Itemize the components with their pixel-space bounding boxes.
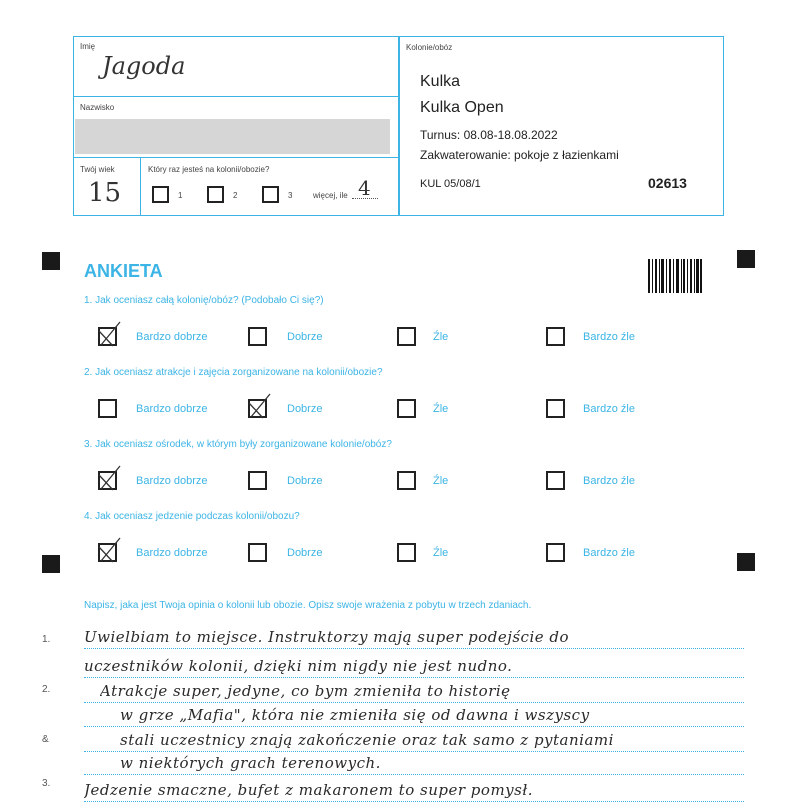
check-mark-icon	[246, 391, 276, 421]
divider	[73, 96, 399, 97]
times-checkbox-2[interactable]	[207, 186, 224, 203]
rating-option-label: Bardzo dobrze	[136, 547, 208, 559]
rating-option-label: Źle	[433, 547, 449, 559]
rating-option-label: Bardzo źle	[583, 403, 635, 415]
times-option-1: 1	[178, 191, 183, 200]
registration-marker	[42, 252, 60, 270]
surname-label: Nazwisko	[80, 103, 115, 112]
opinion-prompt: Napisz, jaka jest Twoja opinia o kolonii lub obozie. Opisz swoje wrażenia z pobytu w trzech zdaniach.	[84, 600, 532, 611]
divider	[140, 157, 141, 216]
rating-option-label: Źle	[433, 331, 449, 343]
divider	[73, 157, 399, 158]
times-checkbox-1[interactable]	[152, 186, 169, 203]
check-mark-icon	[96, 463, 126, 493]
rating-option-label: Dobrze	[287, 475, 323, 487]
rating-checkbox[interactable]	[248, 327, 267, 346]
opinion-line-number: 1.	[42, 634, 51, 645]
question-text: 1. Jak oceniasz całą kolonię/obóz? (Podobało Ci się?)	[84, 295, 324, 306]
handwritten-answer-line[interactable]: w grze „Mafia", która nie zmieniła się od dawna i wszyscy	[120, 706, 590, 724]
accommodation: Zakwaterowanie: pokoje z łazienkami	[420, 148, 619, 162]
rating-option-label: Bardzo dobrze	[136, 475, 208, 487]
opinion-line-number: 2.	[42, 684, 51, 695]
rating-checkbox[interactable]	[397, 471, 416, 490]
writing-line	[84, 751, 744, 752]
handwritten-answer-line[interactable]: Uwielbiam to miejsce. Instruktorzy mają super podejście do	[84, 628, 570, 646]
rating-option-label: Bardzo dobrze	[136, 403, 208, 415]
camp-code: KUL 05/08/1	[420, 178, 481, 190]
more-value[interactable]: 4	[358, 176, 371, 200]
handwritten-answer-line[interactable]: uczestników kolonii, dzięki nim nigdy nie jest nudno.	[84, 657, 513, 675]
handwritten-answer-line[interactable]: w niektórych grach terenowych.	[120, 754, 381, 772]
rating-option-label: Źle	[433, 403, 449, 415]
camp-name: Kulka	[420, 73, 461, 90]
rating-checkbox[interactable]	[248, 543, 267, 562]
rating-checkbox[interactable]	[98, 327, 117, 346]
barcode	[648, 259, 702, 293]
rating-checkbox[interactable]	[397, 399, 416, 418]
rating-checkbox[interactable]	[546, 543, 565, 562]
rating-checkbox[interactable]	[98, 471, 117, 490]
rating-option-label: Bardzo dobrze	[136, 331, 208, 343]
rating-checkbox[interactable]	[397, 543, 416, 562]
question-text: 2. Jak oceniasz atrakcje i zajęcia zorganizowane na kolonii/obozie?	[84, 367, 383, 378]
times-checkbox-3[interactable]	[262, 186, 279, 203]
rating-checkbox[interactable]	[248, 471, 267, 490]
check-mark-icon	[96, 319, 126, 349]
rating-checkbox[interactable]	[546, 327, 565, 346]
registration-marker	[42, 555, 60, 573]
writing-line	[84, 702, 744, 703]
registration-marker	[737, 250, 755, 268]
writing-line	[84, 677, 744, 678]
writing-line	[84, 726, 744, 727]
opinion-line-number: 3.	[42, 778, 51, 789]
writing-line	[84, 774, 744, 775]
times-option-3: 3	[288, 191, 293, 200]
rating-checkbox[interactable]	[546, 471, 565, 490]
question-text: 4. Jak oceniasz jedzenie podczas kolonii/obozu?	[84, 511, 300, 522]
rating-option-label: Dobrze	[287, 547, 323, 559]
registration-marker	[737, 553, 755, 571]
age-label: Twój wiek	[80, 165, 115, 174]
rating-option-label: Źle	[433, 475, 449, 487]
rating-option-label: Bardzo źle	[583, 331, 635, 343]
rating-checkbox[interactable]	[546, 399, 565, 418]
handwritten-answer-line[interactable]: stali uczestnicy znają zakończenie oraz tak samo z pytaniami	[120, 731, 614, 749]
age-value[interactable]: 15	[88, 178, 122, 208]
surname-redacted	[75, 119, 390, 154]
rating-checkbox[interactable]	[98, 399, 117, 418]
question-text: 3. Jak oceniasz ośrodek, w którym były zorganizowane kolonie/obóz?	[84, 439, 392, 450]
camp-program: Kulka Open	[420, 99, 504, 116]
name-value[interactable]: Jagoda	[102, 52, 186, 80]
turnus: Turnus: 08.08-18.08.2022	[420, 128, 558, 142]
form-number: 02613	[648, 175, 687, 191]
rating-option-label: Dobrze	[287, 403, 323, 415]
rating-option-label: Dobrze	[287, 331, 323, 343]
rating-checkbox[interactable]	[98, 543, 117, 562]
more-label: więcej, ile	[313, 191, 348, 200]
times-option-2: 2	[233, 191, 238, 200]
times-label: Który raz jesteś na kolonii/obozie?	[148, 165, 270, 174]
handwritten-answer-line[interactable]: Atrakcje super, jedyne, co bym zmieniła to historię	[100, 682, 511, 700]
rating-option-label: Bardzo źle	[583, 547, 635, 559]
opinion-line-number: &	[42, 734, 49, 745]
survey-title: ANKIETA	[84, 261, 163, 281]
writing-line	[84, 648, 744, 649]
camp-label: Kolonie/obóz	[406, 43, 453, 52]
handwritten-answer-line[interactable]: Jedzenie smaczne, bufet z makaronem to super pomysł.	[84, 781, 533, 799]
rating-checkbox[interactable]	[248, 399, 267, 418]
check-mark-icon	[96, 535, 126, 565]
rating-checkbox[interactable]	[397, 327, 416, 346]
rating-option-label: Bardzo źle	[583, 475, 635, 487]
name-label: Imię	[80, 42, 96, 51]
